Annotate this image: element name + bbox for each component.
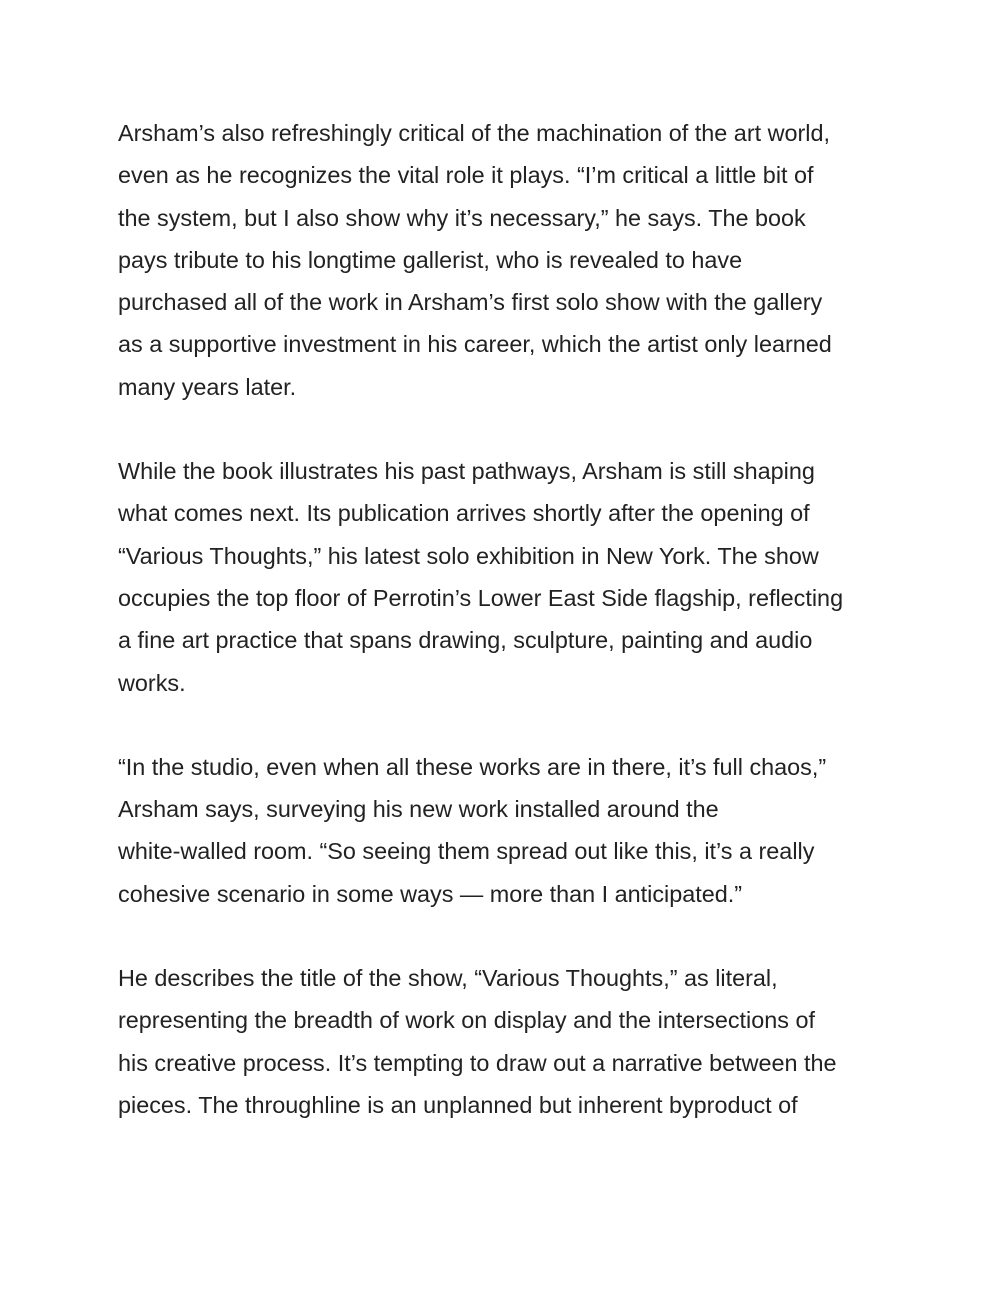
text-line: purchased all of the work in Arsham’s first solo show with the gallery <box>118 289 823 316</box>
text-line: Arsham’s also refreshingly critical of the machination of the art world, <box>118 120 830 146</box>
text-line: pays tribute to his longtime gallerist, who is revealed to have <box>118 246 743 273</box>
text-line: occupies the top floor of Perrotin’s Lower East Side flagship, reflecting <box>118 584 844 611</box>
text-line: “In the studio, even when all these works are in there, it’s full chaos,” <box>118 753 827 780</box>
text-line: cohesive scenario in some ways — more than I anticipated.” <box>118 880 743 907</box>
paragraph-2 <box>118 450 908 704</box>
text-line: While the book illustrates his past pathways, Arsham is still shaping <box>118 458 815 485</box>
paragraph-4 <box>118 957 908 1126</box>
text-line: works. <box>118 669 186 696</box>
paragraph-3 <box>118 746 908 915</box>
text-line: Arsham says, surveying his new work installed around the <box>118 796 719 823</box>
text-line: even as he recognizes the vital role it plays. “I’m critical a little bit of <box>118 162 814 189</box>
text-line: white-walled room. “So seeing them spread out like this, it’s a really <box>118 838 815 865</box>
text-line: representing the breadth of work on display and the intersections of <box>118 1007 815 1034</box>
text-line: pieces. The throughline is an unplanned but inherent byproduct of <box>118 1091 798 1118</box>
text-line: many years later. <box>118 373 297 400</box>
paragraph-1 <box>118 112 908 408</box>
text-line: as a supportive investment in his career, which the artist only learned <box>118 331 832 358</box>
text-line: “Various Thoughts,” his latest solo exhibition in New York. The show <box>118 542 819 569</box>
article-body <box>118 112 908 1168</box>
text-line: the system, but I also show why it’s necessary,” he says. The book <box>118 204 806 231</box>
text-line: his creative process. It’s tempting to draw out a narrative between the <box>118 1049 837 1076</box>
text-line: He describes the title of the show, “Various Thoughts,” as literal, <box>118 965 778 992</box>
text-line: a fine art practice that spans drawing, sculpture, painting and audio <box>118 627 813 654</box>
text-line: what comes next. Its publication arrives shortly after the opening of <box>118 500 810 527</box>
